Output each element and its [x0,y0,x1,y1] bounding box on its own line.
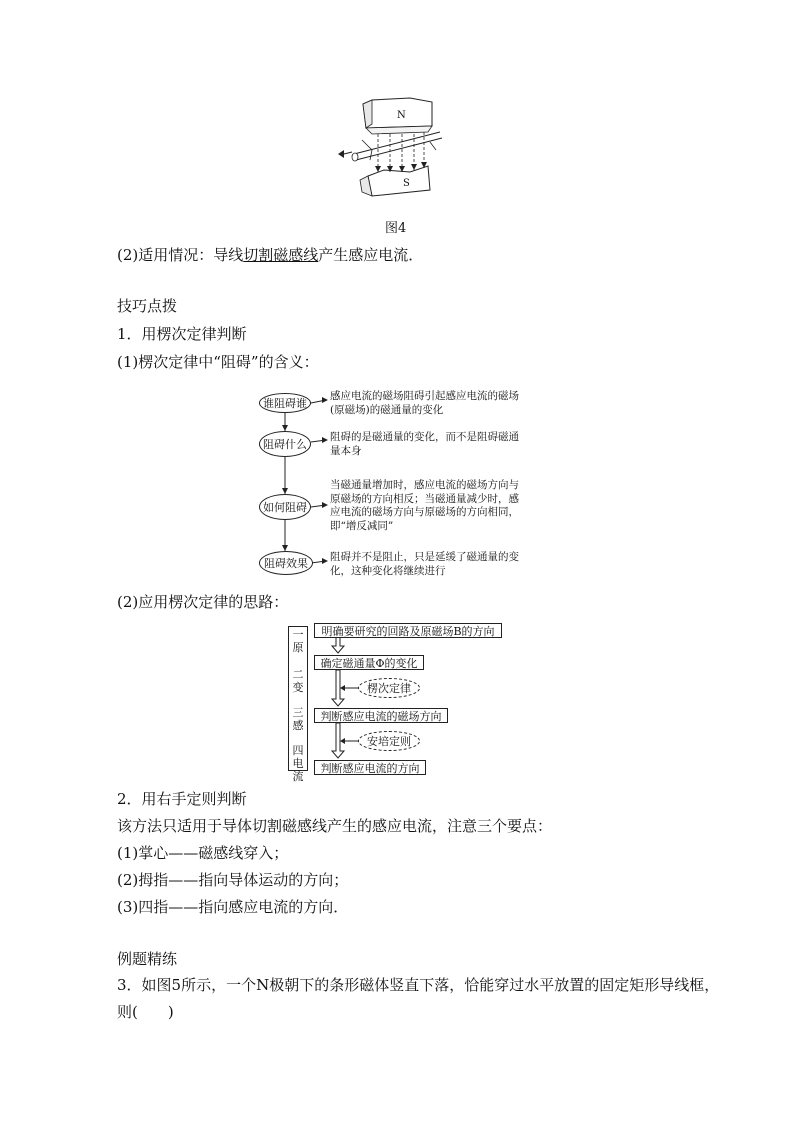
section-title-skills: 技巧点拨 [117,297,178,315]
north-pole-label: N [397,110,406,121]
note-how-obstructs: 当磁通量增加时，感应电流的磁场方向与 原磁场的方向相反；当磁通量减少时，感 应电流的磁场方向与原磁场的方向相同， 即“增反减同” [330,479,519,532]
node-obstruction-effect: 阻碍效果 [259,551,313,575]
flow-side-label: 一 原 二 变 三 感 四 电 流 [292,628,304,783]
applicable-situation: (2)适用情况：导线切割磁感线产生感应电流． [117,246,424,264]
method-2-point-1: (1)掌心——磁感线穿入； [117,844,289,862]
method-2-point-2: (2)拇指——指向导体运动的方向； [117,871,349,889]
method-2-point-3: (3)四指——指向感应电流的方向． [117,898,349,916]
figure-4-caption: 图4 [385,221,407,236]
note-what-obstructs: 阻碍的是磁通量的变化，而不是阻碍磁通 量本身 [330,431,519,457]
question-3-line-2: 则( ) [117,1003,174,1021]
flow-step-4: 判断感应电流的方向 [314,760,426,775]
rule-ampere: 安培定则 [358,731,420,751]
flow-step-3: 判断感应电流的磁场方向 [314,708,448,723]
south-pole-label: S [403,178,410,189]
rule-lenz-law: 楞次定律 [358,678,420,698]
node-who-obstructs: 谁阻碍谁 [259,393,311,413]
method-1-sub1: (1)楞次定律中“阻碍”的含义： [117,353,319,371]
question-3-line-1: 3．如图5所示，一个N极朝下的条形磁体竖直下落，恰能穿过水平放置的固定矩形导线框， [117,976,720,994]
method-1-sub2: (2)应用楞次定律的思路： [117,593,289,611]
note-obstruction-effect: 阻碍并不是阻止，只是延缓了磁通量的变 化，这种变化将继续进行 [330,551,519,577]
note-who-obstructs: 感应电流的磁场阻碍引起感应电流的磁场 (原磁场)的磁通量的变化 [330,390,519,416]
examples-title: 例题精练 [117,950,178,968]
flow-step-2: 确定磁通量Φ的变化 [314,655,424,670]
node-what-obstructs: 阻碍什么 [259,431,311,457]
flow-step-1: 明确要研究的回路及原磁场B的方向 [314,623,502,638]
node-how-obstructs: 如何阻碍 [259,494,311,520]
method-1-heading: 1．用楞次定律判断 [117,325,247,343]
method-2-intro: 该方法只适用于导体切割磁感线产生的感应电流，注意三个要点： [117,817,553,835]
method-2-heading: 2．用右手定则判断 [117,790,247,808]
